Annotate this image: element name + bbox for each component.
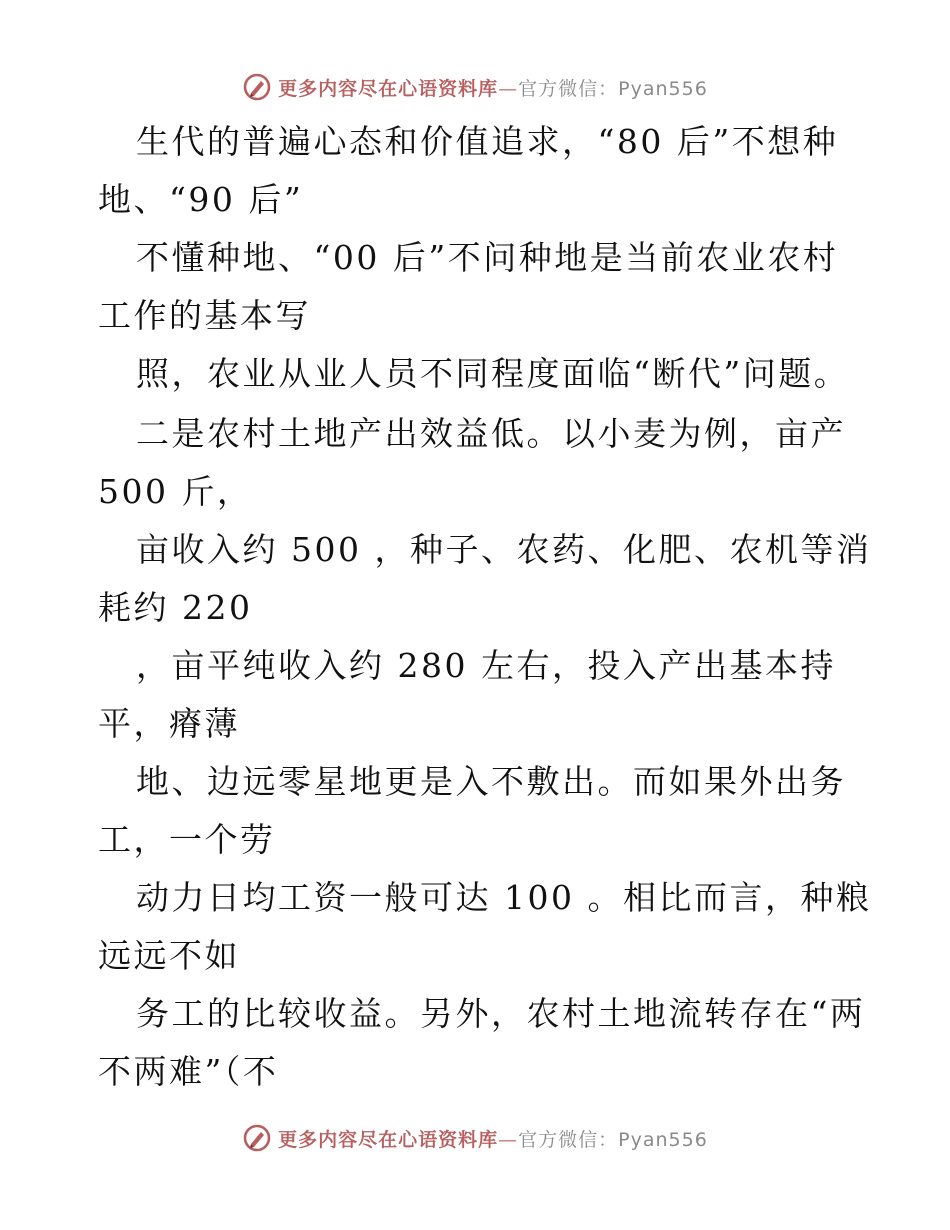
text-line: 工，一个劳 (98, 820, 276, 859)
pen-seal-icon (242, 1123, 272, 1153)
text-line: 不懂种地、“00 后”不问种地是当前农业农村 (136, 238, 839, 277)
pen-seal-icon (242, 72, 272, 102)
watermark-brand: 更多内容尽在心语资料库 (278, 77, 499, 100)
watermark-brand: 更多内容尽在心语资料库 (278, 1128, 499, 1151)
text-line: 地、边远零星地更是入不敷出。而如果外出务 (136, 762, 846, 801)
text-line: 不两难”（不 (98, 1052, 279, 1091)
watermark-wechat: 官方微信：Pyan556 (518, 77, 708, 100)
text-line: 务工的比较收益。另外，农村土地流转存在“两 (136, 994, 866, 1033)
text-line: 二是农村土地产出效益低。以小麦为例，亩产 (136, 414, 846, 453)
text-line: 地、“90 后” (98, 180, 304, 219)
watermark-dash: — (498, 1128, 519, 1151)
watermark-wechat: 官方微信：Pyan556 (518, 1128, 708, 1151)
text-line: 亩收入约 500 ，种子、农药、化肥、农机等消 (136, 530, 872, 569)
text-line: 动力日均工资一般可达 100 。相比而言，种粮 (136, 878, 872, 917)
header-watermark (0, 72, 950, 102)
watermark-dash: — (498, 77, 519, 100)
text-line: 耗约 220 (98, 588, 253, 627)
text-line: 照，农业从业人员不同程度面临“断代”问题。 (136, 354, 850, 393)
footer-watermark (0, 1123, 950, 1153)
text-line: 平，瘠薄 (98, 704, 240, 743)
text-line: 生代的普遍心态和价值追求，“80 后”不想种 (136, 122, 839, 161)
text-line: 工作的基本写 (98, 296, 311, 335)
text-line: ，亩平纯收入约 280 左右，投入产出基本持 (136, 646, 836, 685)
text-line: 500 斤， (98, 472, 253, 511)
text-line: 远远不如 (98, 936, 240, 975)
